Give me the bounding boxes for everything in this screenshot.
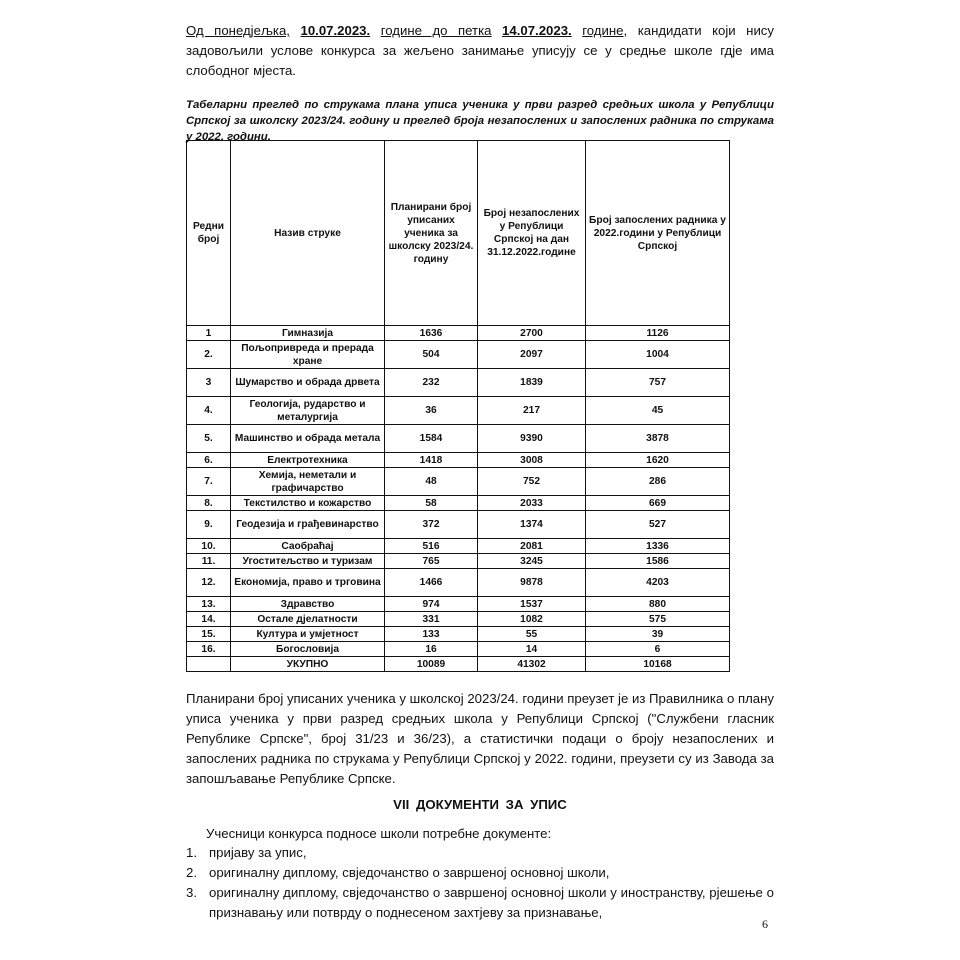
table-cell: 232 [385,369,478,397]
table-row [187,539,730,554]
table-cell: 1537 [478,597,586,612]
intro-date-to: 14.07.2023. [502,23,572,38]
table-cell: 12. [187,569,231,597]
table-header-cell: Назив струке [231,141,385,326]
table-cell: 36 [385,397,478,425]
table-total-cell: 10168 [586,657,730,672]
page-number: 6 [762,917,768,931]
table-body [187,326,730,672]
intro-mid: године до петка [380,23,492,38]
table-row [187,597,730,612]
table-cell: Текстилство и кожарство [231,496,385,511]
table-cell: 1004 [586,341,730,369]
table-row [187,627,730,642]
table-cell: 133 [385,627,478,642]
list-item-text: оригиналну диплому, свједочанство о завршеној основној школи, [209,865,610,880]
table-cell: 2700 [478,326,586,341]
table-cell: Геодезија и грађевинарство [231,511,385,539]
table-cell: 286 [586,468,730,496]
table-header-cell: Редни број [187,141,231,326]
table-cell: Електротехника [231,453,385,468]
intro-date-from: 10.07.2023. [300,23,371,38]
intro-lead: Од понедјељка, [186,23,290,38]
table-cell: 14 [478,642,586,657]
table-cell: Угоститељство и туризам [231,554,385,569]
table-total-row [187,657,730,672]
table-cell: Пољопривреда и прерада хране [231,341,385,369]
table-cell: 3878 [586,425,730,453]
table-cell: 1418 [385,453,478,468]
table-row [187,612,730,627]
table-row [187,341,730,369]
documents-list-item [186,863,774,883]
section-title: VII ДОКУМЕНТИ ЗА УПИС [393,797,567,812]
table-row [187,369,730,397]
table-cell: 2081 [478,539,586,554]
table-cell: 3245 [478,554,586,569]
table-cell: 372 [385,511,478,539]
table-cell: Гимназија [231,326,385,341]
table-cell: 4. [187,397,231,425]
intro-rest: кандидати који нису задовољили услове конкурса за жељено занимање уписују се у средње школе гдје има слободног мјеста. [186,23,774,78]
table-cell: 527 [586,511,730,539]
table-cell: 765 [385,554,478,569]
table-row [187,453,730,468]
table-cell: 3008 [478,453,586,468]
table-cell: 752 [478,468,586,496]
table-cell: 1 [187,326,231,341]
table-cell: 1586 [586,554,730,569]
table-cell: 1374 [478,511,586,539]
table-cell: 1839 [478,369,586,397]
table-cell: 974 [385,597,478,612]
table-cell: 11. [187,554,231,569]
table-cell: 7. [187,468,231,496]
documents-list-item [186,883,774,923]
table-total-cell [187,657,231,672]
source-note: Планирани број уписаних ученика у школској 2023/24. години преузет је из Правилника о плану уписа ученика у први разред средњих школа у Републици Српској ("Службени гласник Републике Српске", број 31/23 и 36/23), а статистички подаци о броју незапослених и запослених радника по струкама у Републици Српској у 2022. години, преузети су из Завода за запошљавање Републике Српске. [186,691,774,786]
table-caption: Табеларни преглед по струкама плана уписа ученика у први разред средњих школа у Републици Српској за школску 2023/24. годину и преглед броја незапослених и запослених радника по струкама у 2022. години. [186,99,774,143]
table-row [187,468,730,496]
list-item-text: пријаву за упис, [209,845,307,860]
table-row [187,397,730,425]
documents-intro: Учесници конкурса подносе школи потребне документе: [206,826,552,841]
table-cell: 217 [478,397,586,425]
table-cell: 9878 [478,569,586,597]
table-cell: 504 [385,341,478,369]
table-cell: Економија, право и трговина [231,569,385,597]
documents-list [186,843,774,923]
table-cell: 13. [187,597,231,612]
intro-paragraph [186,21,774,81]
table-row [187,642,730,657]
table-cell: Хемија, неметали и графичарство [231,468,385,496]
table-total-cell: 41302 [478,657,586,672]
table-cell: 5. [187,425,231,453]
table-cell: 16. [187,642,231,657]
table-row [187,326,730,341]
table-cell: 1466 [385,569,478,597]
table-cell: 48 [385,468,478,496]
table-cell: 669 [586,496,730,511]
table-row [187,569,730,597]
table-cell: 8. [187,496,231,511]
list-item-number: 1. [186,845,197,860]
table-total-cell: 10089 [385,657,478,672]
table-cell: 2097 [478,341,586,369]
table-cell: 3 [187,369,231,397]
table-cell: Култура и умјетност [231,627,385,642]
table-header-cell: Број запослених радника у 2022.години у Републици Српској [586,141,730,326]
table-cell: Здравство [231,597,385,612]
intro-mid2: године, [582,23,628,38]
table-cell: 10. [187,539,231,554]
table-cell: 1620 [586,453,730,468]
table-header-cell: Број незапослених у Републици Српској на дан 31.12.2022.године [478,141,586,326]
table-cell: 2033 [478,496,586,511]
table-cell: 757 [586,369,730,397]
table-cell: Геологија, рударство и металургија [231,397,385,425]
table-cell: 15. [187,627,231,642]
table-cell: 516 [385,539,478,554]
list-item-text: оригиналну диплому, свједочанство о завршеној основној школи у иностранству, рјешење о признавању или потврду о поднесеном захтјеву за признавање, [209,885,774,920]
table-cell: 45 [586,397,730,425]
table-cell: 16 [385,642,478,657]
table-cell: Саобраћај [231,539,385,554]
enrollment-table [186,140,730,672]
list-item-number: 2. [186,865,197,880]
table-cell: 1082 [478,612,586,627]
table-cell: 6 [586,642,730,657]
list-item-number: 3. [186,885,197,900]
table-cell: 1336 [586,539,730,554]
table-cell: 2. [187,341,231,369]
table-cell: 331 [385,612,478,627]
table-cell: 9390 [478,425,586,453]
table-cell: 4203 [586,569,730,597]
table-cell: Остале дјелатности [231,612,385,627]
table-header-row [187,141,730,326]
table-cell: 39 [586,627,730,642]
table-cell: 880 [586,597,730,612]
table-cell: Машинство и обрада метала [231,425,385,453]
table-cell: 58 [385,496,478,511]
table-row [187,511,730,539]
table-cell: 55 [478,627,586,642]
table-cell: 1584 [385,425,478,453]
table-cell: 1636 [385,326,478,341]
table-row [187,554,730,569]
table-total-cell: УКУПНО [231,657,385,672]
table-cell: 6. [187,453,231,468]
table-cell: 14. [187,612,231,627]
table-cell: 575 [586,612,730,627]
documents-list-item [186,843,774,863]
table-cell: 1126 [586,326,730,341]
table-row [187,425,730,453]
table-cell: Шумарство и обрада дрвета [231,369,385,397]
table-cell: 9. [187,511,231,539]
table-cell: Богословија [231,642,385,657]
table-header-cell: Планирани број уписаних ученика за школску 2023/24. годину [385,141,478,326]
table-row [187,496,730,511]
